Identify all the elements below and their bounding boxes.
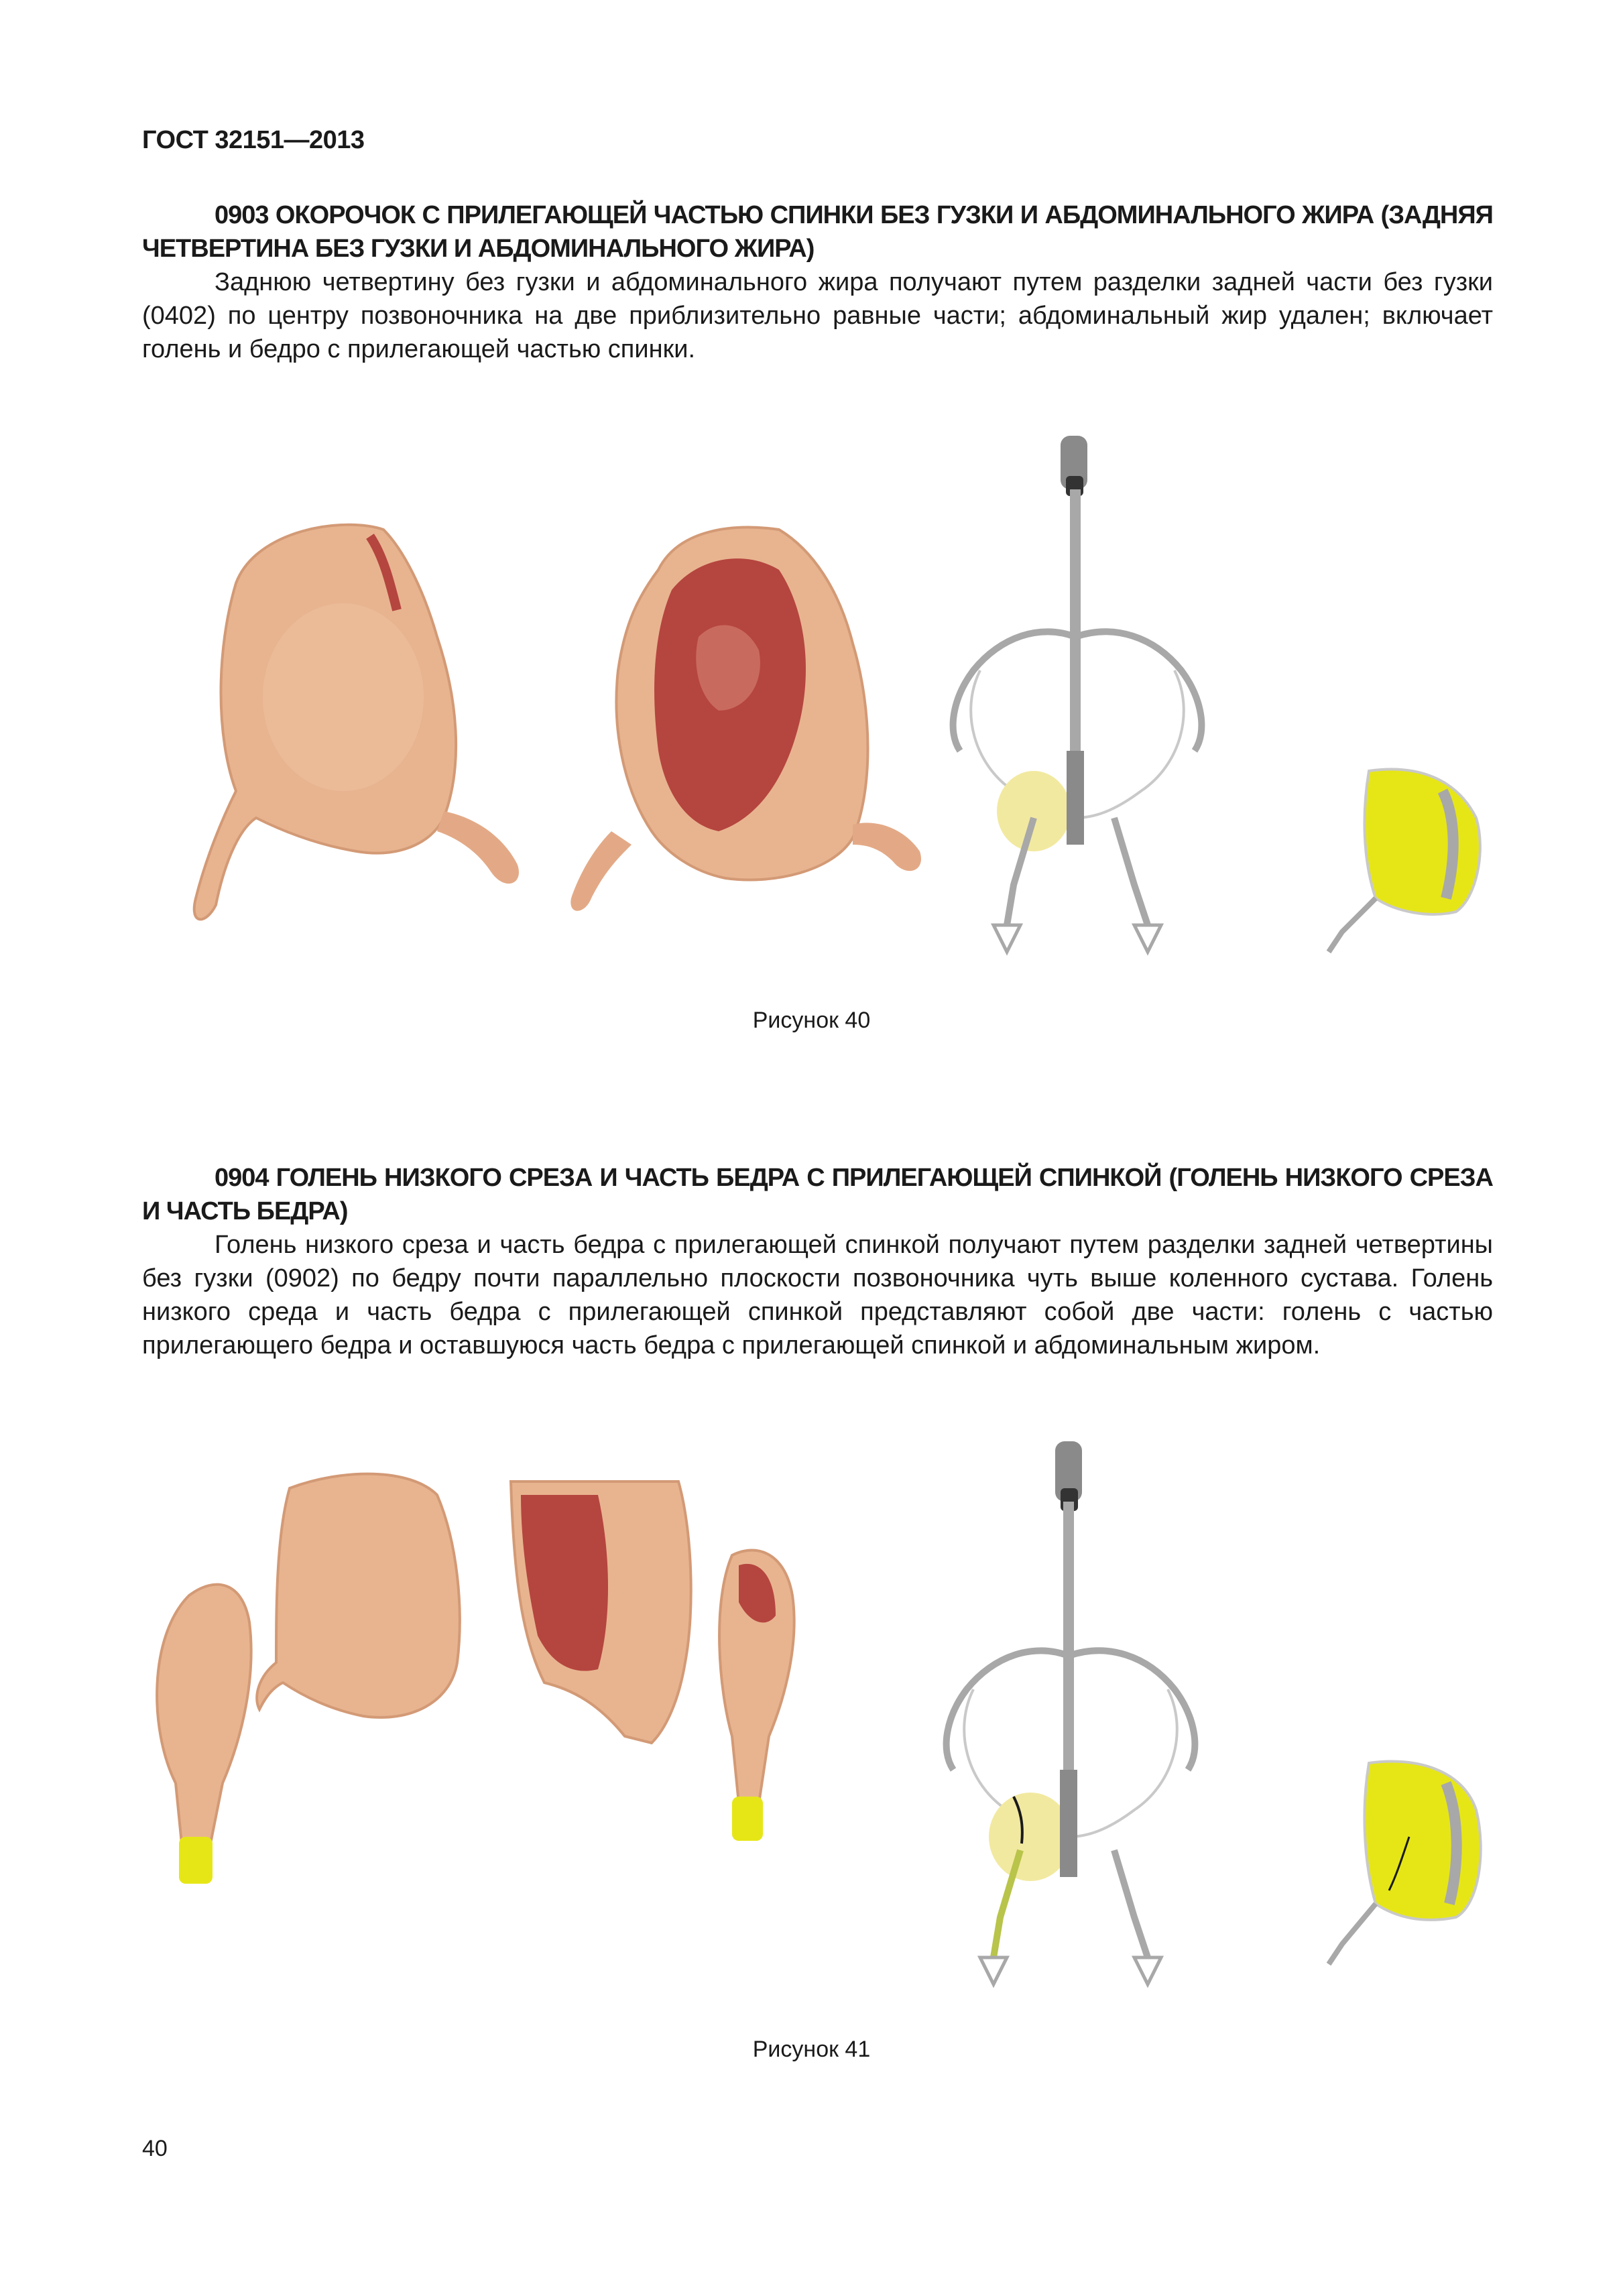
section-0904 (142, 1161, 1493, 1362)
section-heading: 0904 ГОЛЕНЬ НИЗКОГО СРЕЗА И ЧАСТЬ БЕДРА С ПРИЛЕГАЮЩЕЙ СПИНКОЙ (ГОЛЕНЬ НИЗКОГО СРЕЗА И ЧАСТЬ БЕДРА) (142, 1164, 1493, 1225)
photo-drumstick-skin-side (157, 1585, 251, 1884)
standard-number: ГОСТ 32151—2013 (142, 126, 365, 154)
skeleton-diagram (953, 436, 1202, 952)
figure-41 (142, 1421, 1493, 2038)
section-0903 (142, 198, 1493, 366)
figure-caption-41: Рисунок 41 (752, 2037, 871, 2062)
figure-41-illustrations (142, 1421, 1493, 2038)
figure-40-illustrations (142, 416, 1493, 985)
figure-40 (142, 416, 1493, 985)
section-heading: 0903 ОКОРОЧОК С ПРИЛЕГАЮЩЕЙ ЧАСТЬЮ СПИНКИ БЕЗ ГУЗКИ И АБДОМИНАЛЬНОГО ЖИРА (ЗАДНЯЯ ЧЕТВЕРТИНА БЕЗ ГУЗКИ И АБДОМИНАЛЬНОГО ЖИРА) (142, 201, 1493, 263)
section-body: Заднюю четвертину без гузки и абдоминального жира получают путем разделки задней части без гузки (0402) по центру позвоночника на две приблизительно равные части; абдоминальный жир удален; включает голень и бедро с прилегающей частью спинки. (142, 268, 1493, 363)
photo-quarter-meat-side (570, 528, 921, 911)
detached-quarter-diagram (1329, 770, 1480, 952)
figure-caption-40: Рисунок 40 (752, 1008, 871, 1033)
photo-thigh-back-skin-side (257, 1474, 460, 1717)
photo-drumstick-meat-side (719, 1551, 794, 1841)
section-body: Голень низкого среза и часть бедра с прилегающей спинкой получают путем разделки задней четвертины без гузки (0902) по бедру почти параллельно плоскости позвоночника чуть выше коленного сустава. Голень низкого среда и часть бедра с прилегающей спинкой представляют собой две части: голень с частью прилегающего бедра и оставшуюся часть бедра с прилегающей спинкой и абдоминальным жиром. (142, 1231, 1493, 1360)
skeleton-diagram (947, 1441, 1195, 1984)
photo-thigh-back-meat-side (511, 1482, 691, 1743)
page-number: 40 (142, 2136, 168, 2161)
photo-quarter-skin-side (194, 525, 519, 920)
detached-piece-diagram (1329, 1762, 1481, 1964)
